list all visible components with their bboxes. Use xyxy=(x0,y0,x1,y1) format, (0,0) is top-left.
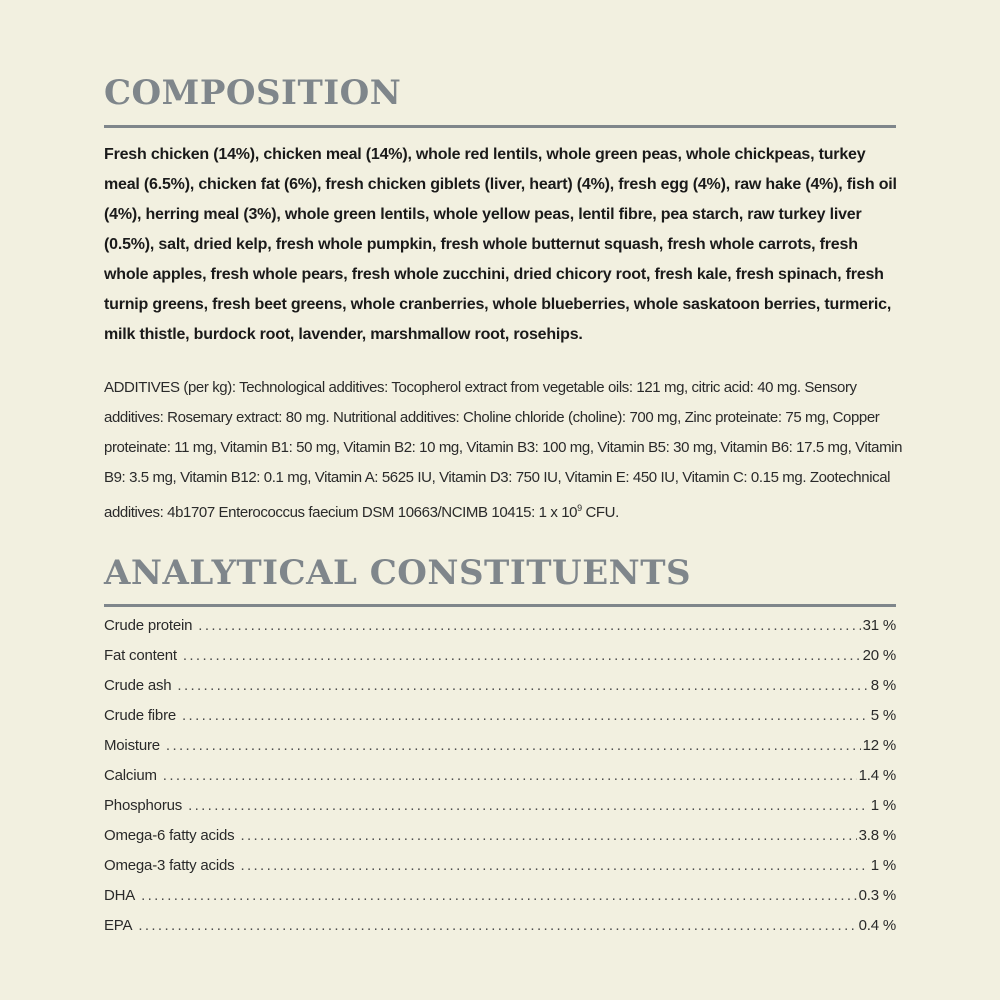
additives-tail: CFU. xyxy=(581,504,619,521)
constituent-value: 5 % xyxy=(870,707,896,724)
constituent-value: 3.8 % xyxy=(858,827,896,844)
constituent-name: Omega-6 fatty acids xyxy=(104,827,235,844)
constituent-name: Crude protein xyxy=(104,617,193,634)
constituent-row xyxy=(104,617,896,647)
constituent-value: 0.3 % xyxy=(858,887,896,904)
composition-title: COMPOSITION xyxy=(104,73,402,113)
additives-text: ADDITIVES (per kg): Technological additives: Tocopherol extract from vegetable oils: 121 mg, citric acid: 40 mg. Sensory additives: Rosemary extract: 80 mg. Nutritional additives: Choline chloride (choline): 700 mg, Zinc proteinate: 75 mg, Copper proteinate: 11 mg, Vitamin B1: 50 mg, Vitamin B2: 10 mg, Vitamin B3: 100 mg, Vitamin B5: 30 mg, Vitamin B6: 17.5 mg, Vitamin B9: 3.5 mg, Vitamin B12: 0.1 mg, Vitamin A: 5625 IU, Vitamin D3: 750 IU, Vitamin E: 450 IU, Vitamin C: 0.15 mg. Zootechnical additives: 4b1707 Enterococcus faecium DSM 10663/NCIMB 10415: 1 x 10 xyxy=(104,379,903,521)
constituent-value: 20 % xyxy=(862,647,896,664)
constituent-value: 12 % xyxy=(862,737,896,754)
dot-leader xyxy=(141,887,857,904)
constituent-row xyxy=(104,827,896,857)
constituent-row xyxy=(104,857,896,887)
constituent-name: Phosphorus xyxy=(104,797,183,814)
analytical-divider xyxy=(104,604,896,607)
dot-leader xyxy=(183,647,861,664)
composition-divider xyxy=(104,125,896,128)
additives-paragraph xyxy=(104,373,904,528)
constituent-value: 1 % xyxy=(870,797,896,814)
constituent-row xyxy=(104,737,896,767)
constituent-value: 1.4 % xyxy=(858,767,896,784)
constituent-row xyxy=(104,887,896,917)
dot-leader xyxy=(177,677,868,694)
constituent-name: EPA xyxy=(104,917,133,934)
constituent-row xyxy=(104,707,896,737)
dot-leader xyxy=(198,617,860,634)
additives-superscript: 9 xyxy=(577,503,582,513)
constituent-value: 1 % xyxy=(870,857,896,874)
constituent-name: Calcium xyxy=(104,767,157,784)
constituent-value: 31 % xyxy=(862,617,896,634)
constituent-name: Crude fibre xyxy=(104,707,177,724)
dot-leader xyxy=(188,797,869,814)
constituent-name: DHA xyxy=(104,887,136,904)
constituent-name: Fat content xyxy=(104,647,177,664)
dot-leader xyxy=(240,827,856,844)
dot-leader xyxy=(182,707,869,724)
constituent-value: 8 % xyxy=(870,677,896,694)
constituent-row xyxy=(104,917,896,947)
dot-leader xyxy=(240,857,868,874)
constituents-list xyxy=(104,617,896,947)
dot-leader xyxy=(166,737,861,754)
analytical-title: ANALYTICAL CONSTITUENTS xyxy=(104,553,692,593)
dot-leader xyxy=(138,917,856,934)
constituent-row xyxy=(104,797,896,827)
constituent-name: Crude ash xyxy=(104,677,172,694)
ingredients-list: Fresh chicken (14%), chicken meal (14%), whole red lentils, whole green peas, whole chickpeas, turkey meal (6.5%), chicken fat (6%), fresh chicken giblets (liver, heart) (4%), fresh egg (4%), raw hake (4%), fish oil (4%), herring meal (3%), whole green lentils, whole yellow peas, lentil fibre, pea starch, raw turkey liver (0.5%), salt, dried kelp, fresh whole pumpkin, fresh whole butternut squash, fresh whole carrots, fresh whole apples, fresh whole pears, fresh whole zucchini, dried chicory root, fresh kale, fresh spinach, fresh turnip greens, fresh beet greens, whole cranberries, whole blueberries, whole saskatoon berries, turmeric, milk thistle, burdock root, lavender, marshmallow root, rosehips. xyxy=(104,146,897,343)
constituent-row xyxy=(104,767,896,797)
constituent-name: Moisture xyxy=(104,737,160,754)
dot-leader xyxy=(163,767,857,784)
constituent-row xyxy=(104,647,896,677)
constituent-name: Omega-3 fatty acids xyxy=(104,857,235,874)
constituent-value: 0.4 % xyxy=(858,917,896,934)
constituent-row xyxy=(104,677,896,707)
